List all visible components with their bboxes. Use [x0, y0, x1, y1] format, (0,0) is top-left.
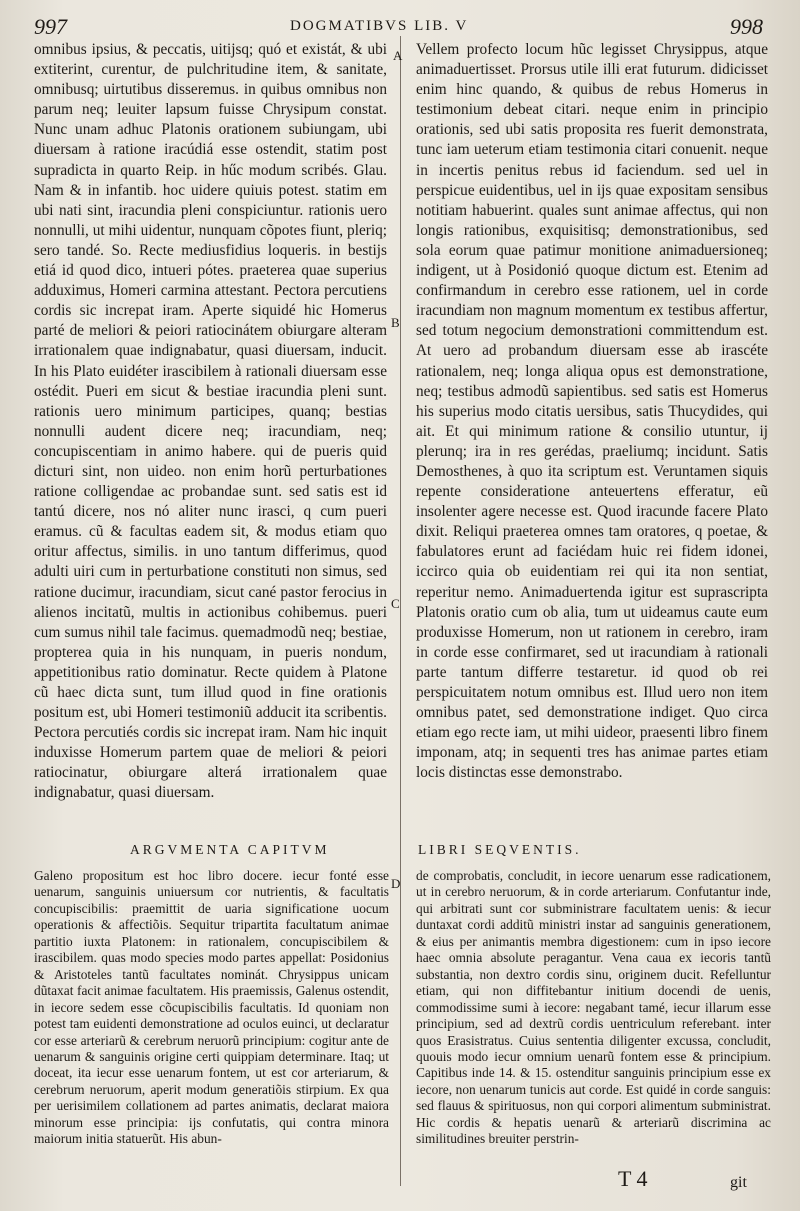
- argument-left-text: Galeno propositum est hoc libro docere. iecur fonté esse uenarum, sanguinis uniuersum cor nutrientis, & facultatis concupiscibilis: praemittit de uaria significatione uocum operationis & affectiõis. Sequitur tripartita facultatum animae partitio iuxta Platonem: in rationalem, concupiscibilem & irascibilem. quas modo species modo partes appellat: Posidonius & Aristoteles tantũ facultates nominát. Chrysippus unicam dũtaxat facit animae facultatem. His praemissis, Galenus ostendit, in iecore sedem esse cõcupiscibilis facultatis. Id quoniam non potest tam euidenti demonstratione ad oculos euinci, ut declaratur cor esse arteriarũ & cerebrum neruorũ principium: cogitur ante de uenarum & sanguinis origine certi quippiam determinare. Itaq; ut doceat, ita iecur esse uenarum fontem, ut est cor arteriarum, & cerebrum neruorum, aperit modum generatiõis stirpium. Ex qua per uerisimilem collationem ad partes animatis, declarat maiora minorum esse principia: ijs confutatis, qui contra minora maiorum initia statuerũt. His abun-: [34, 868, 389, 1147]
- margin-letter-a: A: [393, 48, 403, 63]
- running-title: DOGMATIBVS LIB. V: [290, 18, 469, 34]
- page-number-left: 997: [34, 14, 67, 39]
- left-column-text: omnibus ipsius, & peccatis, uitijsq; quó et existát, & ubi extiterint, curentur, de pulchritudine item, & sanitate, omnibusq; uirtutibus disseremus. in quibus omnibus non parum neq; leuiter lapsum fuisse Chrysipum constat. Nunc unam adhuc Platonis orationem subiungam, ubi diuersam à ratione iracúdiá esse ostendit, statim post supradicta in quarto Reip. in hűc modum scribés. Glau. Nam & in infantib. hoc uidere quiuis potest. statim em ubi nati sint, iracundia pleni conspiciuntur. rationis uero nonnulli, ut mihi uidentur, nunquam cõpotes fiunt, pleriq; sero tandé. So. Recte mediusfidius loqueris. in bestijs etiá id quod dico, intueri pótes. praeterea quae superius adduximus, Homeri carmina attestant. Pectora percutiens cordis sic increpat iram. Aperte siquidé hic Homerus parté de meliori & peiori ratiocinátem obiurgare alteram irrationalem quae indignabatur, quasi diuersam, inducit. In his Plato euidéter irascibilem à rationali diuersam esse ostédit. Pueri em sicut & bestiae iracundia pleni sunt. rationis uero minimum participes, quanq; bestias nonnulli audent dicere neq; iracundiam, neq; concupiscentiam in animo habere. qui de pueris quid dicturi sint, non uideo. non enim horũ perturbationes ratione colligendae ac probandae sunt. sed satis est id tantú dicere, nos nó aliter nunc irasci, q cum pueri eramus. cũ & facultas eadem sit, & modus etiam quo oritur affectus, similis. in uno tantum differimus, quod adulti uiri cum in perturbatione constituti non simus, sed ratione ducimur, iracundiam, sicut cané pastor ferocius in alienos incitatũ, multis in actionibus cohibemus. pueri cum sumus nihil tale facimus. quemadmodũ neq; bestiae, propterea quia in his nunquam, in pueris nondum, appetitionibus ratio dominatur. Recte quidem à Platone cũ haec dicta sunt, tum illud quod in fine orationis positum est, ubi Homeri testimoniũ adducit ita scribentis. Pectora percutiés cordis sic increpat iram. Nam hic inquit induxisse Homerum partem quae de meliori & peiori ratiocinatur, obiurgare alterá irrationalem quae indignabatur, quasi diuersam.: [34, 41, 387, 802]
- column-divider: [400, 36, 401, 1186]
- margin-letter-d: D: [391, 876, 401, 891]
- page-number-right: 998: [730, 14, 763, 39]
- right-column-text: Vellem profecto locum hũc legisset Chrysippus, atque animaduertisset. Prorsus utile illi erat futurum. didicisset enim hinc quando, & quibus de rebus Homerus in testimonium debeat citari. neque enim in principio orationis, sed ubi satis proposita res fuerit demonstrata, tunc iam ueterum etiam testimonia citari conuenit. neque in incertis penitus rebus id faciendum. sed uel in perspicue euidentibus, uel in ijs quae expositam sensibus notitiam habuerint. quales sunt animae affectus, qui non longis rationibus, exquisitisq; demonstrationibus, sed sola eorum quae patimur monitione animaduersioneq; indigent, ut à Posidonió quoque dictum est. Etenim ad confirmandum in cerebro esse rationem, uel in corde iracundiam non magnum momentum ex testibus affertur, sed totum negocium demonstrationi committendum est. At uero ad probandum diuersam esse ab irascéte rationalem, neq; longa aliqua opus est demonstratione, neq; testibus admodũ sapientibus. sed satis est Homerus his superius modo citatis uersibus, satis Thucydides, qui ait. Et qui minimum ratione & consilio utuntur, ij plerunq; ira in res gerédas, praeliumq; incidunt. Satis Demosthenes, à quo ita scriptum est. Veruntamen siquis repente consideratione anteuertens efferatur, eũ insolenter agere necesse est. Quod iracunde facere Plato dixit. Reliqui praeterea omnes tam oratores, q poetae, & fabulatores erunt ad faciédam huic rei fidem idonei, iccirco quia ob euidentiam rei qui ita non sentiat, reperitur nemo. Animaduertenda igitur est suprascripta Platonis oratio cum ob alia, tum ut uideamus caute eum produxisse Homerum, non ut rationem in cerebro, iram in corde esse confirmaret, sed ut iracundiam à rationali parte tantum differre testaretur. id quod ob rei perspicuitatem notum omnibus est. Illud uero non item omnibus patet, sed demonstratione indiget. Quo circa etiam ego recte iam, ut mihi uideor, praesenti libro finem imponam, atq; in sequenti tres has animae partes etiam locis distinctas esse demonstrabo.: [416, 41, 768, 782]
- margin-letter-c: C: [391, 596, 400, 611]
- catchword: git: [730, 1174, 747, 1191]
- argument-heading-right: LIBRI SEQVENTIS.: [418, 842, 582, 857]
- argument-right-text: de comprobatis, concludit, in iecore uenarum esse radicationem, ut in cerebro neruorum, & in corde arteriarum. Confutantur inde, qui arbitrati sunt cor subministrare facultatem uenis: & iecur duntaxat cordi additũ ministri instar ad sanguinis generationem, & eius per animantis membra digestionem: cum in ipso iecore haec omnia absolute peragantur. Vena caua ex iecoris tantũ substantia, non dextro cordis sinu, originem ducit. Refelluntur etiam, qui non diffitebantur initium docendi de uenis, commodissime sumi à iecore: negabant tamé, iecur illarum esse principium, sed ad dextrũ cordis uentriculum referebant. inter quos Erasistratus. Cuius sententia diligenter excussa, concludit, quouis modo iecur omnium uenarũ fontem esse & principium. Capitibus inde 14. & 15. ostenditur sanguinis principium esse ex iecore, non uenarum tunicis aut corde. Est quidé in corde sanguis: sed flauus & spirituosus, non qui corpori alimentum subministrat. Hic cordis & hepatis uenarũ & arteriarũ discrimina ac similitudines breuiter perstrin-: [416, 868, 771, 1147]
- argument-heading-left: ARGVMENTA CAPITVM: [130, 842, 330, 857]
- signature-mark: T 4: [618, 1166, 648, 1191]
- margin-letter-b: B: [391, 315, 400, 330]
